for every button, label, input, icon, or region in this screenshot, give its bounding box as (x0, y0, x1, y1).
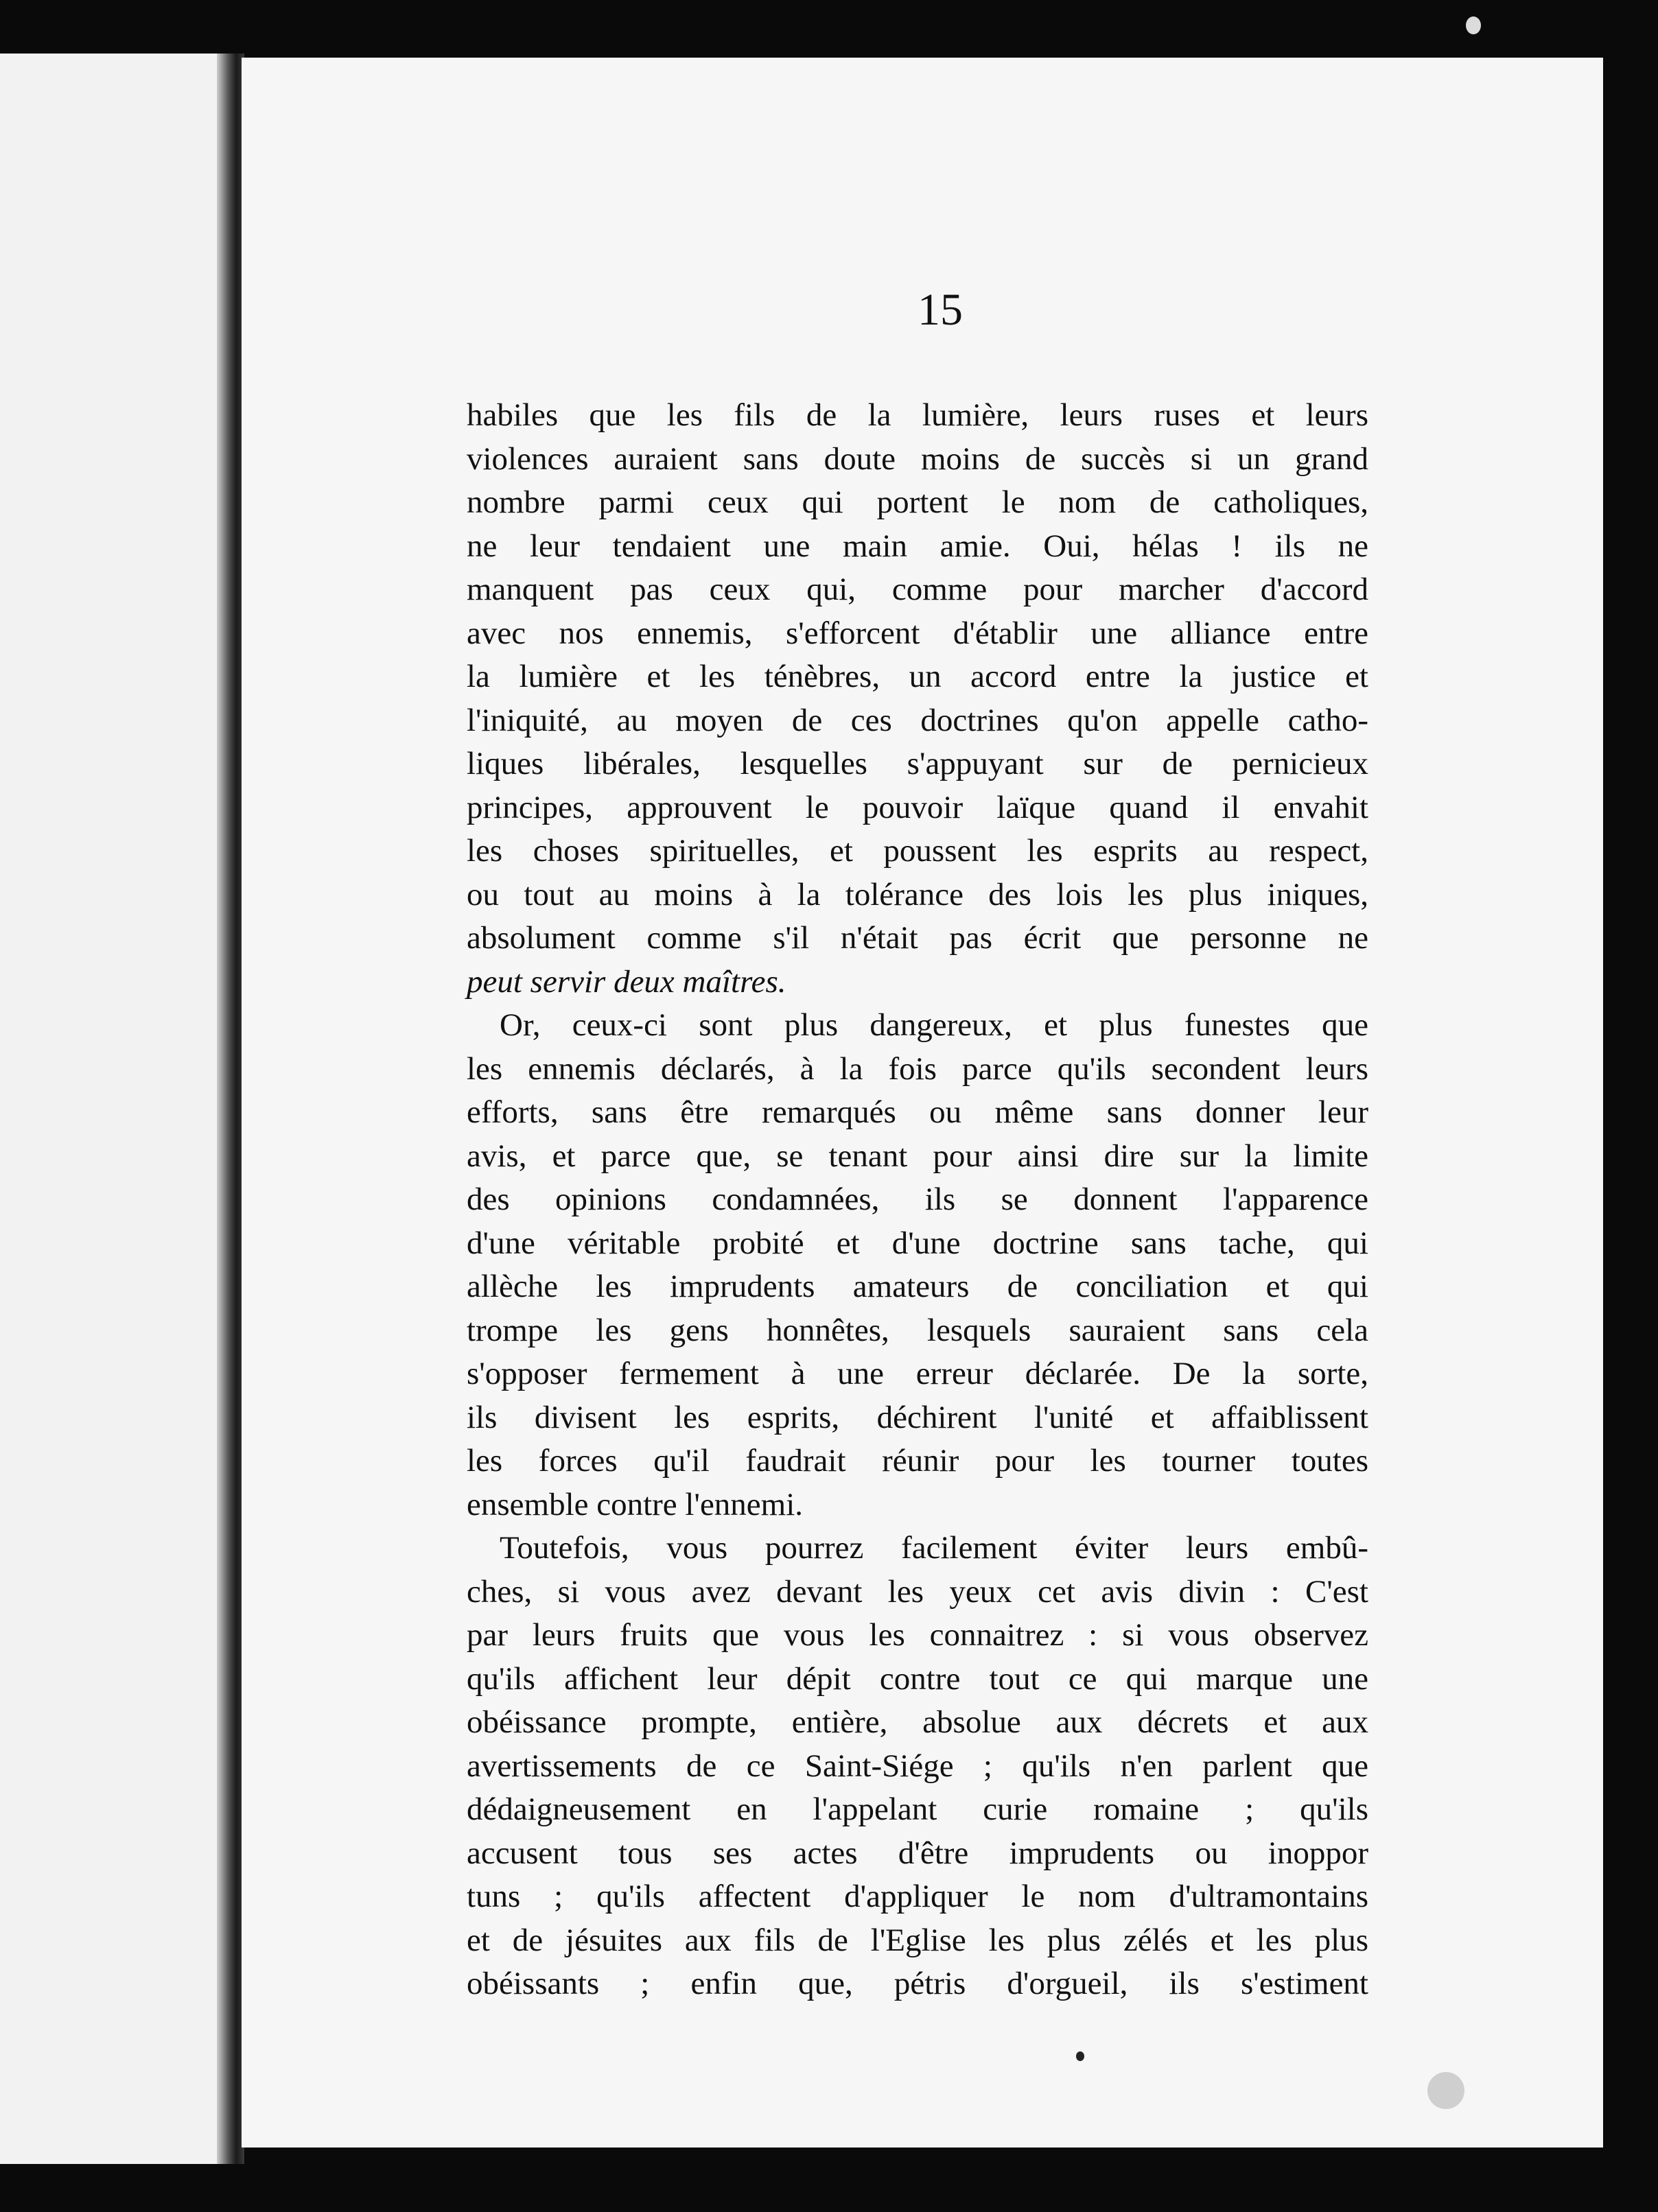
facing-page (0, 54, 228, 2164)
text-line: l'iniquité, au moyen de ces doctrines qu'on appelle catho- (467, 702, 1368, 738)
text-line: principes, approuvent le pouvoir laïque quand il envahit (467, 789, 1368, 825)
text-line: Toutefois, vous pourrez facilement éviter leurs embû- (500, 1530, 1368, 1566)
text-line: les choses spirituelles, et poussent les esprits au respect, (467, 833, 1368, 869)
text-line: violences auraient sans doute moins de succès si un grand (467, 440, 1368, 477)
text-line: s'opposer fermement à une erreur déclarée. De la sorte, (467, 1356, 1368, 1391)
text-line: avec nos ennemis, s'efforcent d'établir une alliance entre (467, 615, 1368, 651)
text-line: ils divisent les esprits, déchirent l'unité et affaiblissent (467, 1399, 1368, 1435)
text-line: par leurs fruits que vous les connaitrez : si vous observez (467, 1617, 1368, 1653)
text-line: habiles que les fils de la lumière, leurs ruses et leurs (467, 397, 1368, 433)
text-line: ou tout au moins à la tolérance des lois les plus iniques, (467, 876, 1368, 913)
text-line: et de jésuites aux fils de l'Eglise les plus zélés et les plus (467, 1922, 1368, 1958)
scan-mark (1466, 16, 1481, 34)
body-text (467, 394, 1368, 2006)
text-line: ches, si vous avez devant les yeux cet avis divin : C'est (467, 1573, 1368, 1610)
text-line: accusent tous ses actes d'être imprudents ou inoppor (467, 1835, 1368, 1871)
text-line: Or, ceux-ci sont plus dangereux, et plus funestes que (500, 1007, 1368, 1043)
text-line: les ennemis déclarés, à la fois parce qu'ils secondent leurs (467, 1050, 1368, 1087)
text-line: les forces qu'il faudrait réunir pour les tourner toutes (467, 1443, 1368, 1479)
text-line: qu'ils affichent leur dépit contre tout ce qui marque une (467, 1660, 1368, 1697)
text-line: allèche les imprudents amateurs de conciliation et qui (467, 1269, 1368, 1304)
text-line: obéissance prompte, entière, absolue aux décrets et aux (467, 1704, 1368, 1740)
text-line: trompe les gens honnêtes, lesquels sauraient sans cela (467, 1312, 1368, 1348)
text-line: liques libérales, lesquelles s'appuyant sur de pernicieux (467, 746, 1368, 781)
text-line: dédaigneusement en l'appelant curie romaine ; qu'ils (467, 1791, 1368, 1827)
text-line: des opinions condamnées, ils se donnent l'apparence (467, 1181, 1368, 1217)
text-line: ne leur tendaient une main amie. Oui, hélas ! ils ne (467, 528, 1368, 564)
text-line: avis, et parce que, se tenant pour ainsi dire sur la limite (467, 1138, 1368, 1174)
text-line: tuns ; qu'ils affectent d'appliquer le nom d'ultramontains (467, 1879, 1368, 1914)
text-line: efforts, sans être remarqués ou même sans donner leur (467, 1094, 1368, 1130)
text-line: d'une véritable probité et d'une doctrine sans tache, qui (467, 1225, 1368, 1261)
page-number: 15 (918, 285, 963, 335)
ink-speck (1076, 2051, 1084, 2061)
text-line: ensemble contre l'ennemi. (467, 1486, 804, 1522)
text-line: manquent pas ceux qui, comme pour marcher d'accord (467, 572, 1368, 607)
text-line: nombre parmi ceux qui portent le nom de catholiques, (467, 484, 1368, 520)
text-line: la lumière et les ténèbres, un accord entre la justice et (467, 659, 1368, 694)
book-gutter (217, 54, 244, 2164)
text-line: obéissants ; enfin que, pétris d'orgueil, ils s'estiment (467, 1966, 1368, 2001)
text-line: absolument comme s'il n'était pas écrit que personne ne (467, 920, 1368, 956)
text-line: avertissements de ce Saint-Siége ; qu'ils n'en parlent que (467, 1748, 1368, 1784)
text-line: peut servir deux maîtres. (467, 963, 786, 1000)
book-page (242, 58, 1603, 2148)
scan-mark (1427, 2072, 1464, 2109)
